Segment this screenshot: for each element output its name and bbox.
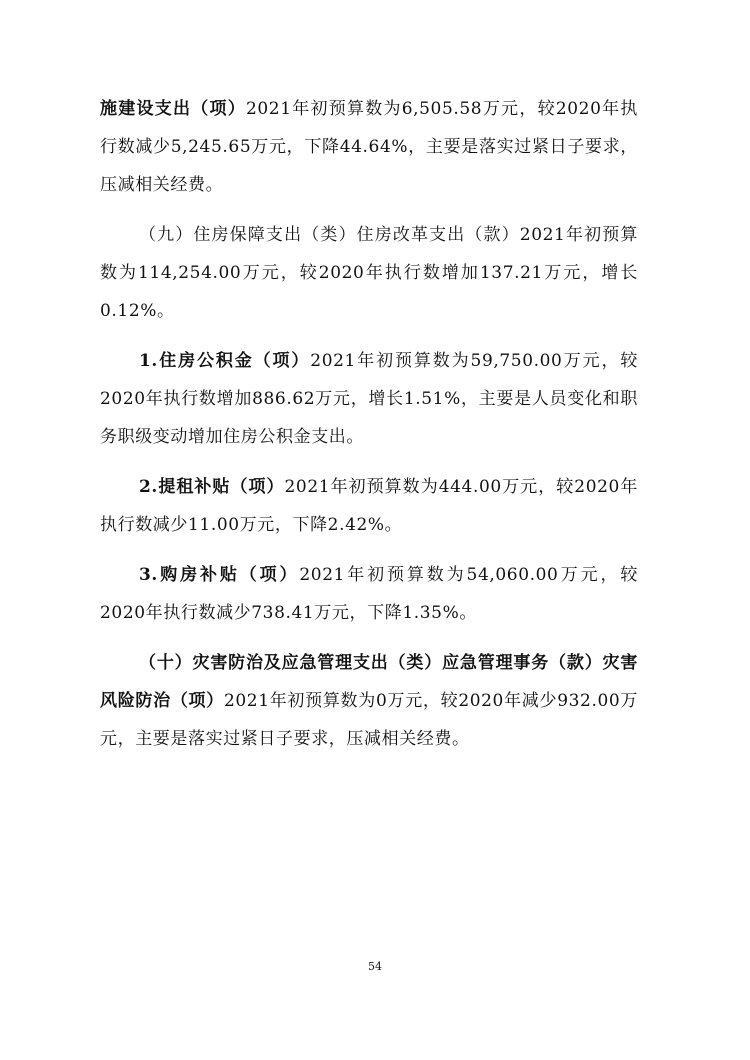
paragraph-text: 2021年初预算数为444.00万元，较2020年执行数减少11.00万元，下降2.42%。: [100, 477, 638, 535]
paragraph-disaster-prevention: [100, 644, 638, 758]
paragraph-housing-reform: [100, 216, 638, 330]
paragraph-housing-fund: [100, 342, 638, 456]
paragraph-text: 2021年初预算数为59,750.00万元，较2020年执行数增加886.62万元，增长1.51%，主要是人员变化和职务职级变动增加住房公积金支出。: [100, 351, 638, 447]
document-body: [100, 90, 638, 758]
paragraph-lead: 施建设支出（项）: [100, 99, 246, 119]
paragraph-lead: 3.购房补贴（项）: [139, 565, 300, 585]
paragraph-rent-subsidy: [100, 468, 638, 544]
paragraph-text: 2021年初预算数为54,060.00万元，较2020年执行数减少738.41万元，下降1.35%。: [100, 565, 638, 623]
paragraph-purchase-subsidy: [100, 556, 638, 632]
paragraph-lead: 2.提租补贴（项）: [139, 477, 285, 497]
paragraph-lead: 1.住房公积金（项）: [139, 351, 311, 371]
paragraph-lead: （十）灾害防治及应急管理支出（类）应急管理事务（款）灾害风险防治（项）: [100, 653, 638, 711]
paragraph-building-expenditure: [100, 90, 638, 204]
paragraph-text: （九）住房保障支出（类）住房改革支出（款）2021年初预算数为114,254.00万元，较2020年执行数增加137.21万元，增长0.12%。: [100, 225, 638, 321]
page-number: 54: [368, 960, 382, 973]
paragraph-text: 2021年初预算数为6,505.58万元，较2020年执行数减少5,245.65万元，下降44.64%，主要是落实过紧日子要求，压减相关经费。: [100, 99, 638, 195]
paragraph-text: 2021年初预算数为0万元，较2020年减少932.00万元，主要是落实过紧日子要求，压减相关经费。: [100, 691, 638, 749]
